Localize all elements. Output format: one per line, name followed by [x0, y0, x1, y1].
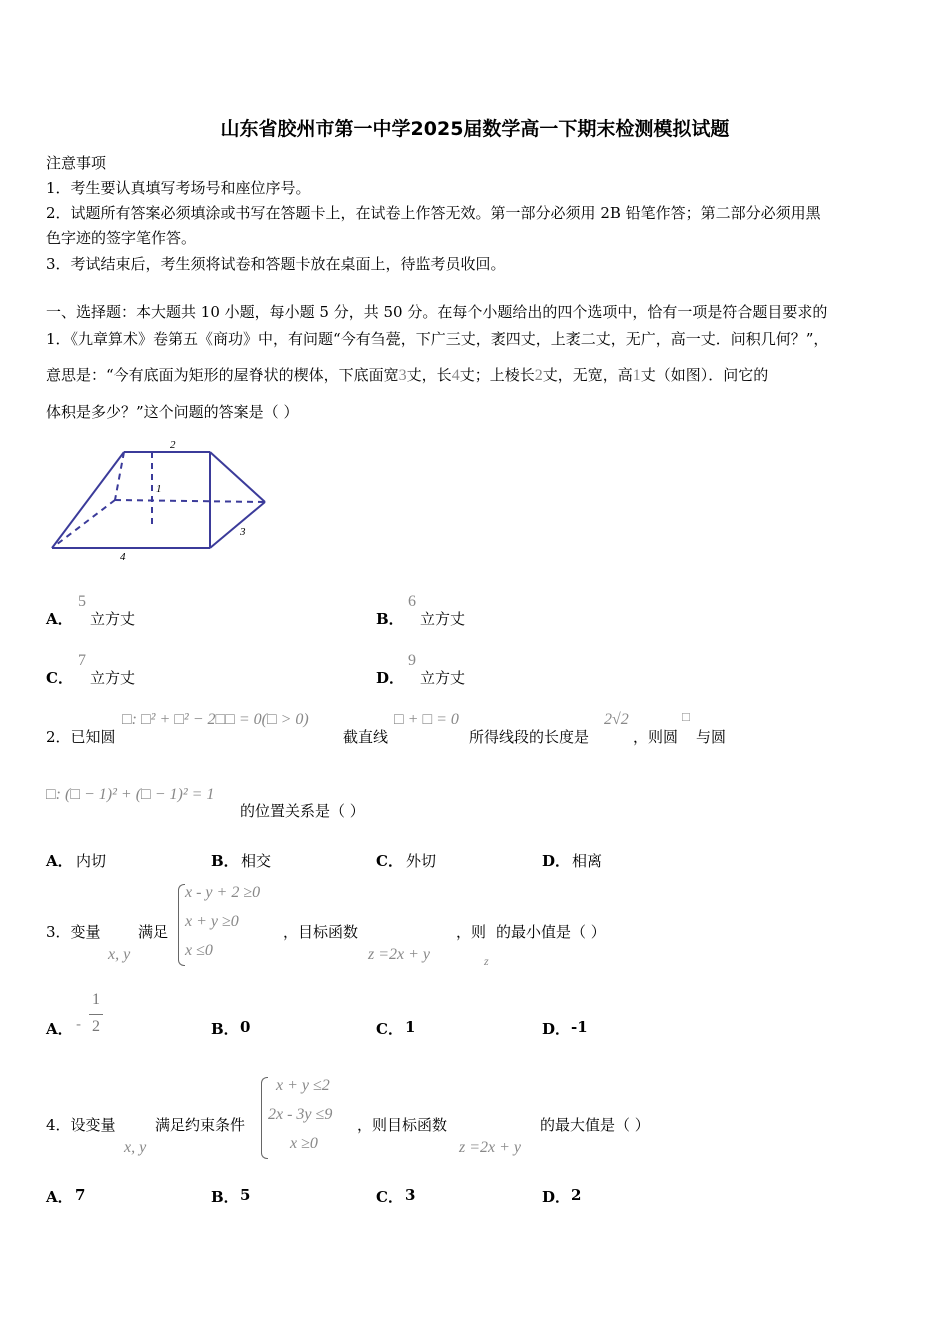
q2-lead: 2．已知圆 [46, 728, 116, 746]
note-item: 色字迹的签字笔作答。 [46, 229, 197, 247]
q3-tail: 的最小值是（ ） [496, 923, 606, 941]
q1-option-letter: B． [376, 610, 404, 628]
q1-value: 1 [632, 367, 641, 384]
q2-option-text: 相交 [241, 852, 272, 870]
q2-text: 截直线 [343, 728, 389, 746]
q3-fraction-denominator: 2 [92, 1018, 100, 1035]
q1-value: 3 [398, 367, 407, 384]
q3-fraction-numerator: 1 [92, 991, 100, 1008]
q1-option-num: 7 [78, 652, 86, 669]
q3-option-letter: A． [46, 1020, 73, 1038]
q3-fraction-bar [89, 1014, 103, 1015]
q1-line2: 意思是：“今有底面为矩形的屋脊状的楔体，下底面宽3丈，长4丈；上棱长2丈，无宽，高1丈（如图）．问它的 [46, 366, 769, 384]
q1-option-unit: 立方丈 [90, 610, 136, 628]
q2-tail: 的位置关系是（ ） [240, 802, 365, 820]
q2-symbol: □ [682, 709, 690, 724]
q2-text: 与圆 [696, 728, 727, 746]
q3-option-text: 1 [405, 1018, 416, 1036]
q1-value: 4 [451, 367, 460, 384]
q2-circle-m: □: □² + □² − 2□□ = 0(□ > 0) [122, 711, 309, 728]
q4-lead: 4．设变量 [46, 1116, 116, 1134]
q4-brace [261, 1077, 268, 1159]
q1-line1: 1．《九章算术》卷第五《商功》中，有问题“今有刍甍，下广三丈，袤四丈，上袤二丈，无广，高一丈．问积几何？”， [46, 330, 829, 348]
q1-option-num: 6 [408, 593, 416, 610]
q2-option-letter: D． [542, 852, 571, 870]
q4-option-text: 2 [571, 1186, 582, 1204]
q2-option-text: 相离 [572, 852, 603, 870]
section-heading: 一、选择题：本大题共 10 小题，每小题 5 分，共 50 分。在每个小题给出的四个选项中，恰有一项是符合题目要求的 [46, 303, 828, 321]
q4-option-letter: B． [211, 1188, 239, 1206]
q2-option-text: 外切 [406, 852, 437, 870]
q3-lead: 3．变量 [46, 923, 101, 941]
q1-option-num: 5 [78, 593, 86, 610]
q4-constraint: x + y ≤2 [276, 1077, 330, 1094]
note-item: 3．考试结束后，考生须将试卷和答题卡放在桌面上，待监考员收回。 [46, 255, 506, 273]
q3-constraint: x ≤0 [185, 942, 213, 959]
q2-circle-n: □: (□ − 1)² + (□ − 1)² = 1 [46, 786, 215, 803]
q3-option-text: - [76, 1015, 82, 1033]
q1-option-unit: 立方丈 [420, 669, 466, 687]
figure-label-height: 1 [156, 483, 162, 495]
q4-option-text: 3 [405, 1186, 416, 1204]
q4-option-text: 5 [240, 1186, 251, 1204]
q2-option-letter: B． [211, 852, 239, 870]
q1-option-num: 9 [408, 652, 416, 669]
q4-constraint: 2x - 3y ≤9 [268, 1106, 333, 1123]
q3-option-letter: B． [211, 1020, 239, 1038]
figure-label-bottom: 4 [120, 551, 126, 563]
figure-label-top: 2 [170, 439, 176, 451]
figure-label-side: 3 [240, 526, 246, 538]
q1-figure [40, 432, 280, 567]
q4-objective: z =2x + y [459, 1139, 522, 1156]
q4-option-letter: C． [376, 1188, 403, 1206]
q2-option-text: 内切 [76, 852, 107, 870]
q4-text: 满足约束条件 [155, 1116, 246, 1134]
q1-value: 2 [534, 367, 543, 384]
q4-option-letter: D． [542, 1188, 571, 1206]
q1-option-letter: D． [376, 669, 405, 687]
q3-option-letter: C． [376, 1020, 403, 1038]
q3-option-text: -1 [571, 1018, 588, 1036]
q3-constraint: x + y ≥0 [185, 913, 239, 930]
q3-constraint: x - y + 2 ≥0 [185, 884, 261, 901]
note-item: 1．考生要认真填写考场号和座位序号。 [46, 179, 311, 197]
q2-text: 所得线段的长度是 [469, 728, 590, 746]
q2-line-eq: □ + □ = 0 [394, 711, 459, 728]
q4-tail: 的最大值是（ ） [540, 1116, 650, 1134]
q3-text: ，目标函数 [283, 923, 359, 941]
q4-text: ，则目标函数 [357, 1116, 448, 1134]
page-title: 山东省胶州市第一中学2025届数学高一下期末检测模拟试题 [220, 118, 730, 140]
q3-brace [178, 884, 185, 966]
q2-text: ，则圆 [633, 728, 679, 746]
q4-option-letter: A． [46, 1188, 73, 1206]
note-item: 2．试题所有答案必须填涂或书写在答题卡上，在试卷上作答无效。第一部分必须用 2B 铅笔作答；第二部分必须用黑 [46, 204, 821, 222]
q2-option-letter: C． [376, 852, 403, 870]
notes-heading: 注意事项 [46, 154, 107, 172]
q3-objective: z =2x + y [368, 946, 431, 963]
q3-option-letter: D． [542, 1020, 571, 1038]
q1-option-letter: A． [46, 610, 73, 628]
q4-constraint: x ≥0 [290, 1135, 318, 1152]
q4-vars: x, y [124, 1139, 147, 1156]
q3-option-text: 0 [240, 1018, 251, 1036]
q3-text: ，则 [456, 923, 487, 941]
q3-text: 满足 [138, 923, 169, 941]
q1-option-letter: C． [46, 669, 73, 687]
q2-length: 2√2 [604, 711, 629, 728]
q1-line3: 体积是多少？”这个问题的答案是（ ） [46, 403, 299, 421]
q1-option-unit: 立方丈 [420, 610, 466, 628]
q3-vars: x, y [108, 946, 131, 963]
q1-option-unit: 立方丈 [90, 669, 136, 687]
q3-zvar: z [484, 954, 489, 968]
q2-option-letter: A． [46, 852, 73, 870]
q4-option-text: 7 [75, 1186, 86, 1204]
